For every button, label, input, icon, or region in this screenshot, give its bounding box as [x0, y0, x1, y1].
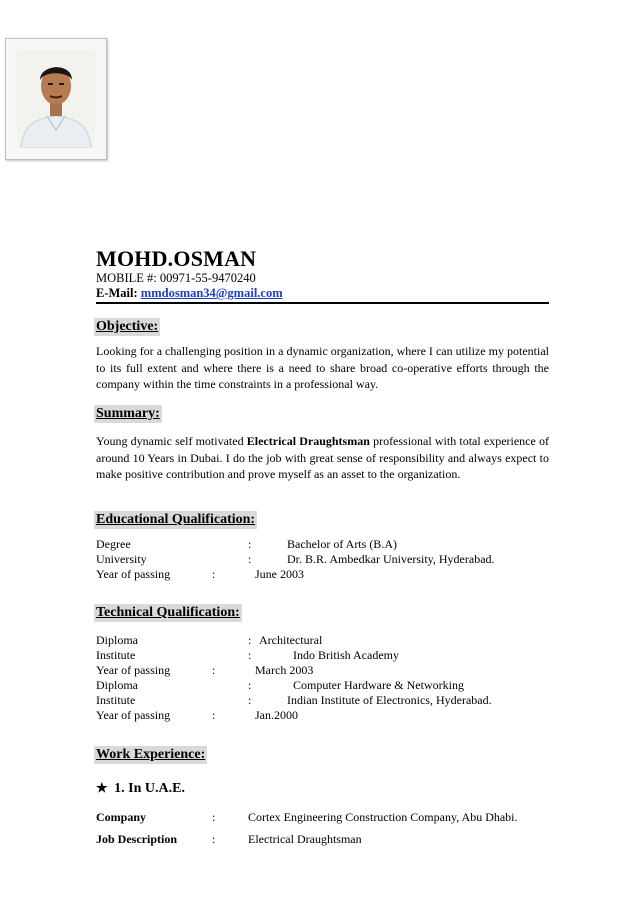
technical-heading: Technical Qualification:: [96, 605, 240, 620]
work-location: [96, 780, 185, 797]
technical-value: March 2003: [255, 663, 314, 677]
technical-label: Year of passing: [96, 708, 171, 722]
technical-value: Indian Institute of Electronics, Hyderabad.: [287, 693, 492, 707]
work-label: Job Description: [96, 832, 177, 846]
star-bullet-icon: ★: [96, 780, 108, 795]
summary-text-start: Young dynamic self motivated: [96, 434, 247, 448]
summary-text-end: professional with total experience of around 10 Years in Dubai. I do the job with great sense of responsibility and always expect to make positive contribution and prove myself as an asset to the organization.: [96, 434, 549, 481]
technical-value: Indo British Academy: [293, 648, 399, 662]
candidate-name: MOHD.OSMAN: [96, 246, 257, 271]
education-label: Year of passing: [96, 567, 171, 581]
work-value: Electrical Draughtsman: [248, 832, 362, 846]
technical-sep: :: [212, 708, 216, 722]
header-divider: [96, 302, 549, 304]
email-label: E-Mail:: [96, 286, 138, 300]
technical-value: Computer Hardware & Networking: [293, 678, 464, 692]
technical-label: Institute: [96, 648, 136, 662]
work-label: Company: [96, 810, 147, 824]
portrait-image: [17, 50, 95, 148]
education-sep: :: [248, 537, 252, 551]
technical-value: Jan.2000: [255, 708, 298, 722]
technical-sep: :: [212, 663, 216, 677]
education-heading: Educational Qualification:: [96, 512, 256, 527]
objective-text: Looking for a challenging position in a dynamic organization, where I can utilize my potential to its full extent and where there is a need to share broad co-operative efforts through the company within the time constraints in a professional way.: [96, 344, 549, 391]
education-label: Degree: [96, 537, 131, 551]
summary-role: Electrical Draughtsman: [246, 434, 370, 448]
email-link[interactable]: mmdosman34@gmail.com: [140, 286, 283, 300]
technical-sep: :: [248, 678, 252, 692]
objective-heading: Objective:: [96, 319, 159, 334]
education-value: Bachelor of Arts (B.A): [287, 537, 397, 551]
technical-label: Diploma: [96, 633, 138, 647]
summary-text: [96, 433, 549, 483]
mobile-number: MOBILE #: 00971-55-9470240: [96, 271, 256, 285]
technical-sep: :: [248, 693, 252, 707]
summary-heading: Summary:: [96, 406, 160, 421]
technical-label: Year of passing: [96, 663, 171, 677]
work-sep: :: [212, 810, 216, 824]
work-value: Cortex Engineering Construction Company, Abu Dhabi.: [248, 810, 518, 824]
work-location-label: 1. In U.A.E.: [114, 781, 185, 796]
email-line: [96, 286, 283, 301]
technical-sep: :: [248, 633, 252, 647]
work-sep: :: [212, 832, 216, 846]
work-heading: Work Experience:: [96, 747, 206, 762]
technical-label: Institute: [96, 693, 136, 707]
education-value: June 2003: [255, 567, 304, 581]
technical-label: Diploma: [96, 678, 138, 692]
technical-sep: :: [248, 648, 252, 662]
education-sep: :: [212, 567, 216, 581]
education-sep: :: [248, 552, 252, 566]
education-label: University: [96, 552, 147, 566]
profile-photo: [5, 38, 107, 160]
education-value: Dr. B.R. Ambedkar University, Hyderabad.: [287, 552, 495, 566]
technical-value: Architectural: [259, 633, 323, 647]
